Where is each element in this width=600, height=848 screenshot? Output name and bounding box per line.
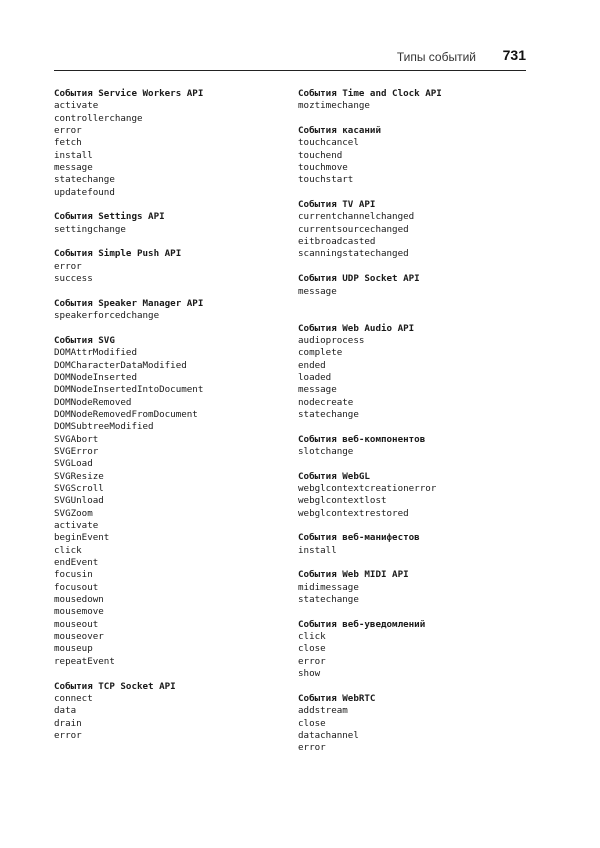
event-name: statechange: [54, 174, 115, 186]
event-name: nodecreate: [298, 396, 354, 408]
event-name: mouseover: [54, 631, 104, 643]
section-title: События Settings API: [54, 211, 165, 223]
event-name: mouseout: [54, 618, 99, 630]
section-title: События веб-манифестов: [298, 532, 420, 544]
event-name: controllerchange: [54, 112, 143, 124]
event-name: settingchange: [54, 223, 126, 235]
event-name: SVGAbort: [54, 433, 99, 445]
section-title: События Time and Clock API: [298, 88, 442, 99]
event-section: [298, 273, 528, 298]
event-section: [298, 125, 528, 187]
event-name: DOMNodeInserted: [54, 371, 137, 383]
event-name: error: [298, 655, 326, 667]
event-name: data: [54, 705, 77, 717]
event-name: fetch: [54, 137, 82, 149]
event-name: DOMNodeInsertedIntoDocument: [54, 384, 204, 396]
event-section: [54, 248, 284, 285]
event-name: activate: [54, 100, 99, 112]
event-name: mouseup: [54, 643, 93, 655]
event-name: loaded: [298, 371, 332, 383]
event-section: [298, 434, 528, 459]
event-name: mousemove: [54, 606, 104, 618]
event-section: [54, 681, 284, 743]
event-name: SVGScroll: [54, 483, 104, 494]
event-name: touchmove: [298, 162, 348, 174]
event-name: message: [298, 285, 337, 297]
event-name: SVGLoad: [54, 458, 93, 470]
event-section: [54, 335, 284, 668]
section-title: События Web MIDI API: [298, 569, 409, 581]
page-number: 731: [502, 47, 526, 63]
event-name: activate: [54, 520, 99, 532]
event-name: moztimechange: [298, 100, 370, 112]
event-name: webglcontextrestored: [298, 507, 409, 519]
event-section: [298, 88, 528, 113]
event-name: mousedown: [54, 594, 104, 606]
section-title: События WebGL: [298, 470, 370, 482]
section-title: События WebRTC: [298, 692, 376, 704]
event-name: touchend: [298, 149, 343, 161]
running-title: Типы событий: [396, 50, 476, 64]
event-name: SVGZoom: [54, 507, 93, 519]
event-name: scanningstatechanged: [298, 248, 409, 260]
event-name: DOMNodeRemoved: [54, 396, 132, 408]
event-name: DOMCharacterDataModified: [54, 359, 187, 371]
section-title: События Simple Push API: [54, 248, 182, 260]
event-name: datachannel: [298, 729, 359, 741]
event-name: drain: [54, 717, 82, 729]
event-name: connect: [54, 692, 93, 704]
event-name: SVGError: [54, 445, 99, 457]
event-name: slotchange: [298, 445, 354, 457]
event-name: close: [298, 717, 326, 729]
event-name: SVGResize: [54, 470, 104, 482]
event-name: beginEvent: [54, 532, 110, 544]
right-column: [298, 88, 528, 767]
event-name: DOMSubtreeModified: [54, 421, 154, 433]
event-name: currentsourcechanged: [298, 223, 409, 235]
event-name: speakerforcedchange: [54, 310, 160, 322]
section-title: События Web Audio API: [298, 322, 415, 334]
event-section: [54, 211, 284, 236]
event-name: ended: [298, 359, 326, 371]
event-name: currentchannelchanged: [298, 211, 415, 223]
event-name: click: [54, 544, 82, 556]
section-title: События TCP Socket API: [54, 680, 176, 692]
event-name: error: [298, 742, 326, 754]
event-name: close: [298, 643, 326, 655]
event-name: SVGUnload: [54, 495, 104, 507]
spacer: [298, 310, 528, 322]
event-section: [54, 88, 284, 199]
event-name: install: [54, 149, 93, 161]
event-section: [298, 532, 528, 557]
event-name: focusout: [54, 581, 99, 593]
event-name: complete: [298, 347, 343, 359]
section-title: События TV API: [298, 199, 376, 211]
event-section: [298, 619, 528, 681]
event-name: error: [54, 125, 82, 137]
section-title: События Service Workers API: [54, 88, 204, 99]
section-title: События UDP Socket API: [298, 273, 420, 285]
section-title: События Speaker Manager API: [54, 297, 204, 309]
event-name: success: [54, 273, 93, 285]
event-name: midimessage: [298, 581, 359, 593]
section-title: События SVG: [54, 334, 115, 346]
event-name: error: [54, 729, 82, 741]
event-name: updatefound: [54, 186, 115, 198]
event-name: statechange: [298, 408, 359, 420]
event-name: webglcontextlost: [298, 495, 387, 507]
event-name: focusin: [54, 569, 93, 581]
event-name: show: [298, 668, 321, 680]
event-name: DOMAttrModified: [54, 347, 137, 359]
event-section: [298, 199, 528, 261]
event-name: message: [298, 384, 337, 396]
event-section: [298, 471, 528, 520]
event-section: [298, 569, 528, 606]
event-name: touchstart: [298, 174, 354, 186]
page-header: [54, 48, 526, 71]
event-name: message: [54, 162, 93, 174]
event-name: audioprocess: [298, 334, 365, 346]
event-name: eitbroadcasted: [298, 236, 376, 248]
event-name: endEvent: [54, 557, 99, 569]
event-section: [298, 323, 528, 422]
event-name: DOMNodeRemovedFromDocument: [54, 408, 198, 420]
event-name: touchcancel: [298, 137, 359, 149]
event-name: install: [298, 544, 337, 556]
event-name: click: [298, 631, 326, 643]
event-name: statechange: [298, 594, 359, 606]
event-section: [54, 298, 284, 323]
event-name: webglcontextcreationerror: [298, 483, 437, 494]
event-name: addstream: [298, 705, 348, 717]
event-name: error: [54, 260, 82, 272]
section-title: События веб-компонентов: [298, 433, 426, 445]
left-column: [54, 88, 284, 755]
section-title: События касаний: [298, 125, 381, 137]
event-section: [298, 693, 528, 755]
event-name: repeatEvent: [54, 655, 115, 667]
section-title: События веб-уведомлений: [298, 618, 426, 630]
